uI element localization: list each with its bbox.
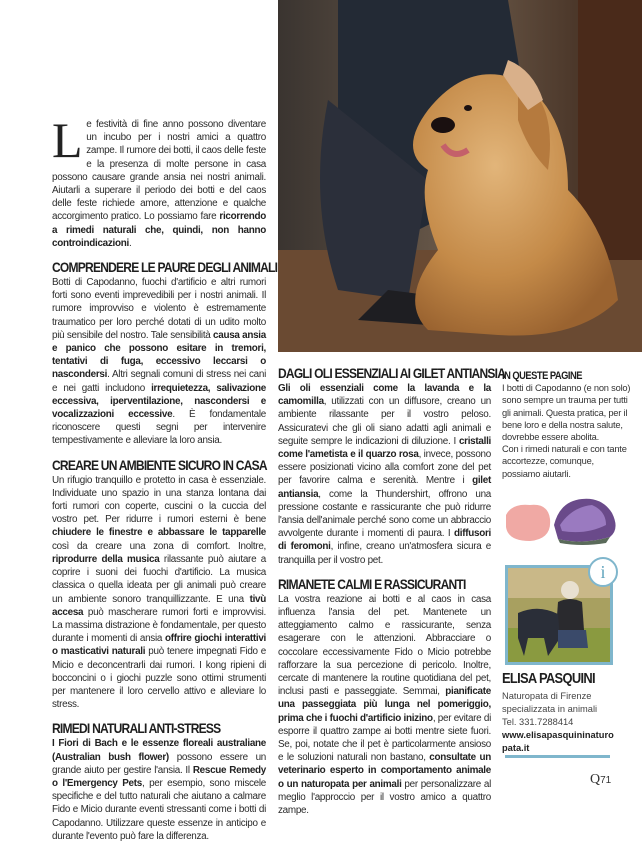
- section-body: [278, 382, 491, 567]
- body-text: . Altri segnali comuni di stress nei cani e nei gatti includono: [52, 369, 266, 394]
- body-text: , infine, creano un'atmosfera sicura e tranquilla per il vostro pet.: [278, 541, 491, 566]
- bold-text: I Fiori di Bach e le essenze floreali australiane (Australian bush flower): [52, 738, 266, 763]
- crystals-image: [502, 495, 627, 545]
- author-name: ELISA PASQUINI: [502, 670, 595, 687]
- author-bio: [502, 670, 632, 755]
- bold-text: gilet antiansia: [278, 475, 491, 500]
- bold-text: diffusori di feromoni: [278, 528, 491, 553]
- sidebar-title: IN QUESTE PAGINE: [502, 370, 582, 382]
- section-heading: CREARE UN AMBIENTE SICURO IN CASA: [52, 456, 267, 473]
- sidebar-box: [502, 370, 632, 480]
- body-text: .: [128, 237, 132, 249]
- section-heading: RIMEDI NATURALI ANTI-STRESS: [52, 720, 221, 737]
- body-text: La vostra reazione ai botti e al caos in casa influenza l'ansia del pet. Mantenete un atteggiamento calmo e rassicurante, senza esagerare con le attenzioni. Abbracciare o coccolare eccessivamente Fido o Micio potrebbe rafforzare la sua percezione di pericolo. Inoltre, cercate di mantenere la routine quotidiana del pet, inclusi pasti e passeggiate. Semmai,: [278, 593, 491, 698]
- sidebar-text-2: Con i rimedi naturali e con tante accortezze, comunque, possiamo aiutarli.: [502, 444, 627, 479]
- bold-text: tivù accesa: [52, 593, 266, 618]
- bold-text: chiudere le finestre e abbassare le tapparelle: [52, 527, 266, 539]
- body-text: può tenere impegnati Fido e Micio e deconcentrarli dai rumori. I kong ripieni di bocconcini o i giochi puzzle sono ottimi strumenti per mantenere il loro cervello attivo e alleviare lo stress.: [52, 646, 266, 711]
- section-body: [52, 474, 266, 712]
- author-phone: Tel. 331.7288414: [502, 717, 574, 727]
- author-website[interactable]: www.elisapasquininaturopata.it: [502, 730, 614, 753]
- body-text: per personalizzare al meglio l'approccio per il vostro amico a quattro zampe.: [278, 778, 491, 817]
- author-specialization: specializzata in animali: [502, 704, 598, 714]
- page-number-text: 71: [600, 775, 612, 786]
- bold-text: consultate un veterinario esperto in comportamento animale o un naturopata per animali: [278, 752, 491, 790]
- bold-text: riprodurre della musica: [52, 553, 160, 565]
- body-text: così da creare una zona di comfort. Inoltre,: [52, 540, 266, 552]
- body-text: . È fondamentale riconoscere questi segni per intervenire tempestivamente e alleviare la loro ansia.: [52, 409, 266, 447]
- body-text: può mascherare rumori forti e improvvisi. La massima distrazione è fondamentale, per questo durante i momenti di ansia: [52, 606, 266, 645]
- dog-photo: [278, 0, 642, 352]
- section-body: [52, 276, 266, 448]
- info-icon: i: [588, 557, 618, 587]
- bold-text: offrire giochi interattivi o masticativi naturali: [52, 633, 266, 658]
- bold-text: Gli oli essenziali come la lavanda e la camomilla: [278, 383, 491, 408]
- body-text: , invece, possono essere posizionati vicino alla comfort zone del pet per favorire calma e serenità. Mentre i: [278, 449, 491, 487]
- bold-text: ricorrendo a rimedi naturali che, quindi, non hanno controindicazioni: [52, 211, 266, 249]
- section-heading: COMPRENDERE LE PAURE DEGLI ANIMALI: [52, 259, 278, 276]
- author-role: Naturopata di Firenze: [502, 691, 592, 701]
- magazine-logo: Q: [590, 772, 601, 787]
- bold-text: cristalli come l'ametista e il quarzo rosa: [278, 435, 491, 461]
- bold-text: irrequietezza, salivazione eccessiva, iperventilazione, nascondersi e vocalizzazioni eccessive: [52, 382, 266, 421]
- body-text: possono essere un grande aiuto per gestire l'ansia. Il: [52, 751, 266, 776]
- sidebar-text: I botti di Capodanno (e non solo) sono sempre un trauma per tutti gli animali. Questa pratica, per il bene loro e della nostra salute, dovrebbe essere abolita.: [502, 383, 631, 443]
- body-text: , per esempio, sono miscele specifiche e del tutto naturali che aiutano a calmare Fido e Micio durante eventi stressanti come i botti di Capodanno. Utilizzare queste essenze in anticipo e durante l'evento può fare la differenza.: [52, 777, 266, 842]
- page-number: [590, 772, 611, 788]
- left-column: [52, 112, 278, 843]
- middle-column: [278, 365, 506, 817]
- drop-cap: L: [52, 112, 83, 168]
- section-heading: RIMANETE CALMI E RASSICURANTI: [278, 575, 466, 592]
- section-heading: DAGLI OLI ESSENZIALI AI GILET ANTIANSIA: [278, 365, 506, 381]
- bold-text: causa ansia e panico che possono esitare in tremori, tentativi di fuga, eccessivo leccarsi o nascondersi: [52, 329, 266, 381]
- body-text: Un rifugio tranquillo e protetto in casa è essenziale. Individuate uno spazio in una stanza lontana dai forti rumori con coperte, cuscini o la cuccia del vostro pet. Per ridurre i rumori esterni è bene: [52, 474, 266, 526]
- body-text: e festività di fine anno possono diventare un incubo per i nostri amici a quattro zampe. Il rumore dei botti, il caos delle feste e la presenza di molte persone in casa possono causare grande ansia nei nostri animali. Aiutarli a superare il periodo dei botti e del caos delle feste richiede amore, attenzione e qualche accorgimento pratico. Lo possiamo fare: [52, 119, 266, 223]
- section-body: [52, 737, 266, 843]
- divider: [505, 755, 610, 758]
- section-body: [278, 593, 491, 817]
- intro-paragraph: [52, 112, 266, 250]
- body-text: , per evitare di esporre il quattro zampe ai botti mentre siete fuori. Se, poi, notate che il pet è particolarmente ansioso e le soluzioni naturali non bastano,: [278, 712, 491, 764]
- body-text: Botti di Capodanno, fuochi d'artificio e altri rumori forti sono eventi imprevedibili per i nostri animali. Il rumore improvviso e violento è estremamente traumatico per loro perché dotati di un udito molto più sensibile del nostro. Tale sensibilità: [52, 277, 266, 341]
- body-text: , come la Thundershirt, offrono una pressione costante e rassicurante che può ridurre l'ansia dell'animale perché sono come un abbraccio avvolgente durante i momenti di paura. I: [278, 488, 491, 540]
- bold-text: Rescue Remedy o l'Emergency Pets: [52, 764, 267, 789]
- bold-text: pianificate una passeggiata più lunga nel pomeriggio, prima che i fuochi d'artificio inizino: [278, 686, 491, 724]
- body-text: rilassante può aiutare a coprire i suoni dei fuochi d'artificio. La musica classica o quella ideata per gli animali può creare un ambiente sonoro tranquillizzante. E una: [52, 553, 266, 605]
- body-text: , utilizzati con un diffusore, creano un ambiente rilassante per il vostro peloso. Assicuratevi che gli oli siano adatti agli animali e seguite sempre le indicazioni di diluzione. I: [278, 396, 491, 447]
